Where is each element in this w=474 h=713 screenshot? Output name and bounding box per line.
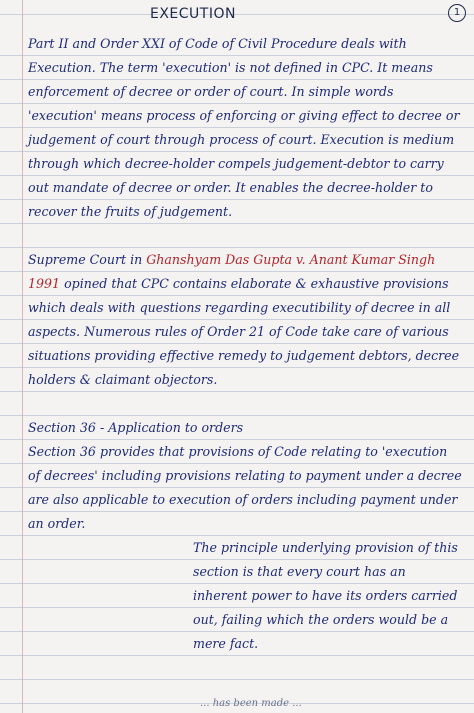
spacer [28, 392, 462, 416]
handwritten-content [28, 32, 462, 656]
paragraph-rest: opined that CPC contains elaborate & exhaustive provisions which deals with questions regarding executibility of decree in all aspects. Numerous rules of Order 21 of Code take care of various situations providing effective remedy to judgement debtors, decree holders & claimant objectors. [28, 276, 460, 387]
spacer [28, 224, 462, 248]
paragraph-section-36: Section 36 provides that provisions of Code relating to 'execution of decrees' including provisions relating to payment under a decree are also applicable to execution of orders including payment under an order. [28, 444, 462, 531]
paragraph-principle: The principle underlying provision of this section is that every court has an inherent power to have its orders carried out, failing which the orders would be a mere fact. [193, 540, 458, 651]
page-title: EXECUTION [150, 6, 236, 22]
margin-line [22, 0, 23, 713]
page-header [0, 4, 474, 28]
case-citation: Ghanshyam Das Gupta v. Anant Kumar Singh 1991 [28, 252, 436, 291]
section-heading: Section 36 - Application to orders [28, 420, 244, 435]
footer-partial-text: ... has been made ... [200, 698, 302, 709]
paragraph-supreme-court [28, 248, 462, 392]
page-number-badge: 1 [448, 4, 466, 22]
paragraph-lead: Supreme Court in [28, 252, 147, 267]
paragraph-intro: Part II and Order XXI of Code of Civil Procedure deals with Execution. The term 'execution' is not defined in CPC. It means enforcement of decree or order of court. In simple words 'execution' means process of enforcing or giving effect to decree or judgement of court through process of court. Execution is medium through which decree-holder compels judgement-debtor to carry out mandate of decree or order. It enables the decree-holder to recover the fruits of judgement. [28, 36, 460, 219]
